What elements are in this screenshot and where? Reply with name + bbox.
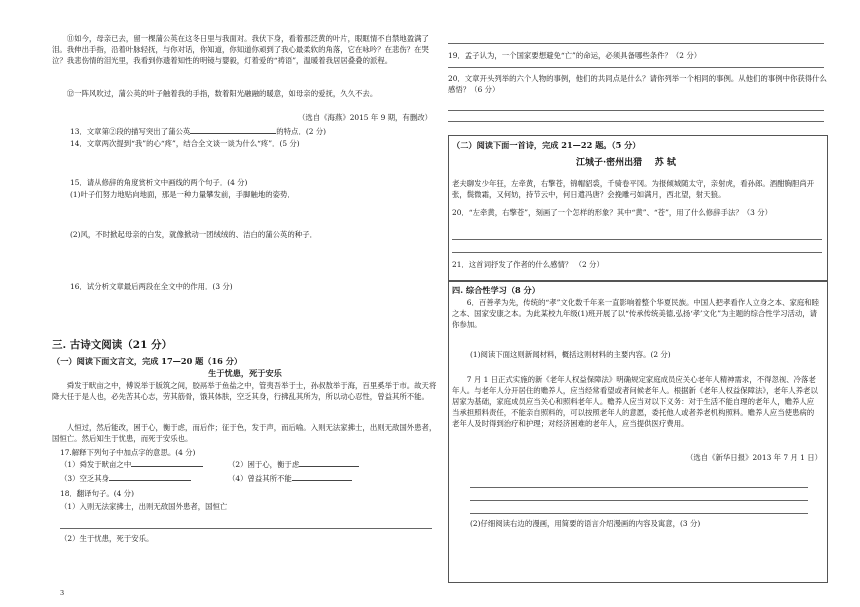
question-17-item-3-text: （3）空乏其身 [60,474,110,483]
question-18-item-1: （1）入则无法家拂士，出则无敌国外患者，国恒亡 [60,502,228,511]
news-source: （选自《新华日报》2013 年 7 月 1 日） [685,453,822,462]
question-17-item-2 [228,459,359,470]
text-title: 生于忧患，死于安乐 [208,368,282,378]
question-17-item-1-text: （1）舜发于畎亩之中 [60,460,132,469]
answer-blank[interactable] [109,480,191,481]
answer-line[interactable] [452,252,822,253]
answer-blank[interactable] [190,133,276,134]
question-15-2: (2)风，不时掀起母亲的白发，就像掀动一团绒绒的、洁白的蒲公英的种子． [70,230,317,239]
page-number: 3 [60,589,65,597]
question-14: 14．文章两次提到“我”的心“疼”，结合全文谈一谈为什么“疼”．(5 分) [70,139,300,148]
classical-text-body-2: 人恒过，然后能改，困于心，衡于虑，而后作；征于色，发于声，而后喻。入则无法家拂士，出则无敌国外患者，国恒亡。然后知生于忧患，而死于安乐也。 [52,423,437,444]
answer-blank[interactable] [292,480,352,481]
subsection-2-heading: （二）阅读下面一首诗，完成 21—22 题。（5 分） [452,140,641,150]
source-note: （选自《海燕》2015 年 9 期，有删改） [297,113,432,122]
answer-line[interactable] [448,121,824,122]
poem-title-text: 江城子·密州出猎 [576,158,643,168]
paragraph-11: ⑪如今，母亲已去，留一棵蒲公英在这冬日里与我面对。我伏下身，看着那泛黄的叶片，眼眶情不自禁地盈满了泪。我伸出手指，沿着叶脉轻抚，与你对话，你知道，你知道你顽到了我心最柔软的角落，它在咏吟？在悲伤？在哭泣？我悲伤情的泪光里，我看到你遗着知性的明镜与婴毅，灯着爱的“祷语”，温暖着我居居叠叠的派程。 [52,34,429,66]
question-13-text: 13．文章第②段的描写突出了蒲公英 [70,127,191,136]
poem-title [576,157,676,171]
question-16: 16．试分析文章最后两段在全文中的作用．(3 分) [70,282,233,291]
answer-line[interactable] [60,528,432,529]
poem-author: 苏 轼 [654,158,676,168]
question-17-item-2-text: （2）困于心，衡于虑 [228,460,300,469]
task-2: (2)仔细阅读右边的漫画，用简要的语言介绍漫画的内容及寓意，(3 分) [470,519,701,528]
question-15-1: (1)叶子们努力地贴向地面，那是一种力量攀发前，手脚触地的姿势． [70,190,295,199]
answer-line[interactable] [470,513,808,514]
answer-line[interactable] [448,67,824,68]
question-13 [70,126,326,137]
question-17-item-1 [60,459,203,470]
answer-line[interactable] [470,487,808,488]
section-3-heading: 三. 古诗文阅读（21 分） [52,339,173,351]
answer-line[interactable] [452,239,822,240]
question-18: 18．翻译句子。(4 分) [60,489,134,498]
question-17-item-3 [60,473,191,484]
question-17: 17.解释下列句子中加点字的意思。(4 分) [60,448,196,457]
activity-intro: 6．百善孝为先，传统的“孝”文化数千年来一直影响着整个华夏民族。中国人把孝看作人立身之本、家庭和睦之本、国家安康之本。为此某校九年级(1)班开展了以“传承传统美德,弘扬‘孝’文化”为主题的综合性学习活动，请你参加。 [452,298,820,330]
section-4-heading: 四. 综合性学习（8 分） [452,285,540,295]
classical-text-body: 舜发于畎亩之中，傅说举于版筑之间，胶鬲举于鱼盐之中，管夷吾举于士，孙叔敖举于海，百里奚举于市。故天将降大任于是人也，必先苦其心志，劳其筋骨，饿其体肤，空乏其身，行拂乱其所为，所以动心忍性，曾益其所不能。 [52,381,437,402]
answer-line[interactable] [448,110,824,111]
paragraph-12: ⑫一阵风吹过，蒲公英的叶子触着我的手指，数着阳光融融的暖意，如母亲的爱抚，久久不去。 [66,89,378,98]
question-15: 15．请从修辞的角度赏析文中画线的两个句子．(4 分) [70,178,248,187]
question-19: 19．孟子认为，一个国家要想避免“亡”的命运，必须具备哪些条件？（2 分） [448,51,702,60]
news-material: 7 月 1 日正式实施的新《老年人权益保障法》明确规定家庭成员应关心老年人精神需求，不得忽视、冷落老年人。与老年人分开居住的赡养人，应当经常看望或者问候老年人。根据新《老年人权益保障法》，老年人养老以居家为基础，家庭成员应当关心和照料老年人。赡养人应当对以下义务：对于生活不能自理的老年人，赡养人应当承担照料责任，不能亲自照料的，可以按照老年人的意愿，委托他人或者养老机构照料。赡养人应当使患病的老年人及时得到治疗和护理；对经济困难的老年人，应当提供医疗费用。 [452,375,818,429]
question-13-score: 的特点．(2 分) [276,127,327,136]
answer-line[interactable] [470,500,808,501]
task-1: (1)阅读下面这则新闻材料，概括这则材料的主要内容。(2 分) [470,350,671,359]
question-17-item-4 [228,473,352,484]
question-21: 21．这首词抒发了作者的什么感情？ （2 分） [452,260,604,269]
question-20: 20．文章开头列举的六个人物的事例，他们的共同点是什么？请你列举一个相同的事例。从他们的事例中你获得什么感悟？（6 分） [448,74,827,95]
answer-line[interactable] [448,43,824,44]
answer-blank[interactable] [299,466,359,467]
question-20b: 20．“左牵黄，右擎苍”，刻画了一个怎样的形象？其中“黄”、“苍”，用了什么修辞手法？（3 分） [452,208,772,217]
question-18-item-2: （2）生于忧患，死于安乐。 [60,534,154,543]
question-17-item-4-text: （4）曾益其所不能 [228,474,292,483]
answer-blank[interactable] [131,466,203,467]
subsection-1-heading: （一）阅读下面文言文，完成 17—20 题（16 分） [52,356,243,366]
poem-body: 老夫聊发少年狂，左牵黄，右擎苍，锦帽貂裘，千骑卷平冈。为报倾城随太守，亲射虎，看孙郎。酒酣胸胆尚开张，鬓微霜，又何妨，持节云中，何日遣冯唐？会挽雕弓如满月，西北望，射天狼。 [452,179,815,200]
